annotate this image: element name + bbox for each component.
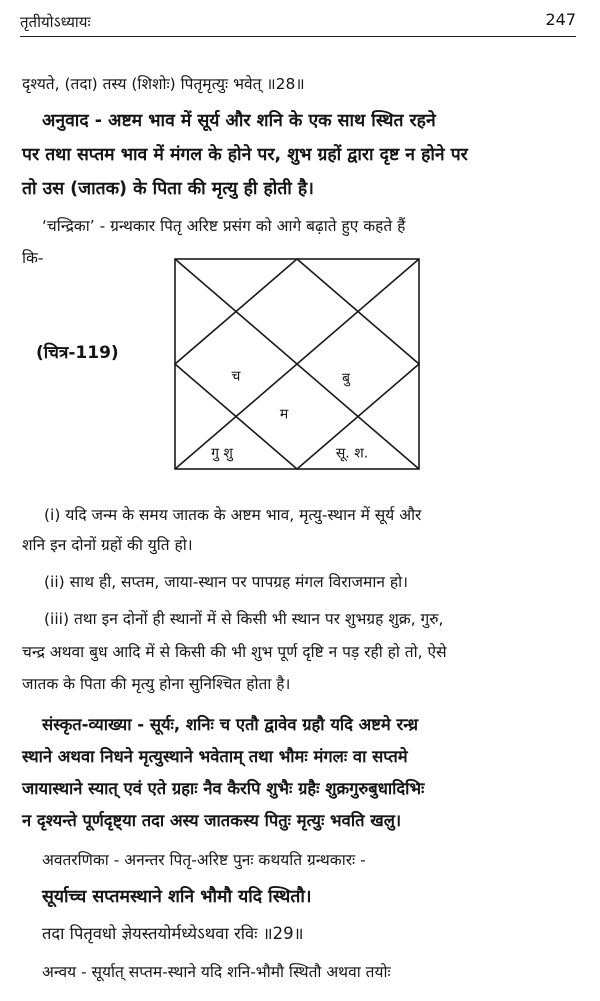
vyakhya-line-4: न दृश्यन्ते पूर्णदृष्ट्या तदा अस्य जातकस्य पितुः मृत्युः भवति खलु। xyxy=(22,811,402,830)
verse-tail: दृश्यते, (तदा) तस्य (शिशोः) पितृमृत्युः भवेत् ॥28॥ xyxy=(22,75,305,93)
house-label-bottom-left: गु शु xyxy=(211,445,233,462)
point-3-line-1: (iii) तथा इन दोनों ही स्थानों में से किसी भी स्थान पर शुभग्रह शुक्र, गुरु, xyxy=(44,610,444,628)
house-label-left: च xyxy=(231,368,241,385)
vyakhya-line-1: संस्कृत-व्याख्या - सूर्यः, शनिः च एतौ द्वावेव ग्रहौ यदि अष्टमे रन्ध्र xyxy=(42,715,418,734)
house-label-center: म xyxy=(279,406,289,423)
point-2-line-1: (ii) साथ ही, सप्तम, जाया-स्थान पर पापग्रह मंगल विराजमान हो। xyxy=(44,573,408,591)
shloka-line-1: सूर्याच्च सप्तमस्थाने शनि भौमौ यदि स्थितौ। xyxy=(42,887,312,907)
running-title: तृतीयोऽध्यायः xyxy=(20,13,91,31)
anuvad-line-2: पर तथा सप्तम भाव में मंगल के होने पर, शुभ ग्रहों द्वारा दृष्ट न होने पर xyxy=(22,145,468,165)
point-3-line-2: चन्द्र अथवा बुध आदि में से किसी की भी शुभ पूर्ण दृष्टि न पड़ रही हो तो, ऐसे xyxy=(22,643,447,661)
page-number: 247 xyxy=(545,10,576,29)
anuvad-line-3: तो उस (जातक) के पिता की मृत्यु ही होती है। xyxy=(22,179,314,199)
anvaya: अन्वय - सूर्यात् सप्तम-स्थाने यदि शनि-भौमौ स्थितौ अथवा तयोः xyxy=(42,963,391,981)
figure-label: (चित्र-119) xyxy=(36,343,119,363)
avataranika: अवतरणिका - अनन्तर पितृ-अरिष्ट पुनः कथयति ग्रन्थकारः - xyxy=(42,851,366,869)
point-1-line-1: (i) यदि जन्म के समय जातक के अष्टम भाव, मृत्यु-स्थान में सूर्य और xyxy=(44,506,422,524)
vyakhya-line-3: जायास्थाने स्यात् एवं एते ग्रहाः नैव कैरपि शुभैः ग्रहैः शुक्रगुरुबुधादिभिः xyxy=(22,779,425,798)
chandrika-line-2: कि- xyxy=(22,249,44,267)
house-label-right: बु xyxy=(342,370,350,387)
shloka-line-2: तदा पितृवधो ज्ञेयस्तयोर्मध्येऽथवा रविः ॥29॥ xyxy=(42,924,304,943)
horoscope-chart xyxy=(174,258,420,470)
anuvad-line-1: अनुवाद - अष्टम भाव में सूर्य और शनि के एक साथ स्थित रहने xyxy=(42,111,436,131)
vyakhya-line-2: स्थाने अथवा निधने मृत्युस्थाने भवेताम् तथा भौमः मंगलः वा सप्तमे xyxy=(22,747,408,766)
house-label-bottom-right: सू. श. xyxy=(335,445,369,462)
page-header xyxy=(20,8,576,37)
point-3-line-3: जातक के पिता की मृत्यु होना सुनिश्चित होता है। xyxy=(22,675,291,693)
chandrika-line-1: ‘चन्द्रिका’ - ग्रन्थकार पितृ अरिष्ट प्रसंग को आगे बढ़ाते हुए कहते हैं xyxy=(42,217,406,235)
point-1-line-2: शनि इन दोनों ग्रहों की युति हो। xyxy=(22,536,193,554)
